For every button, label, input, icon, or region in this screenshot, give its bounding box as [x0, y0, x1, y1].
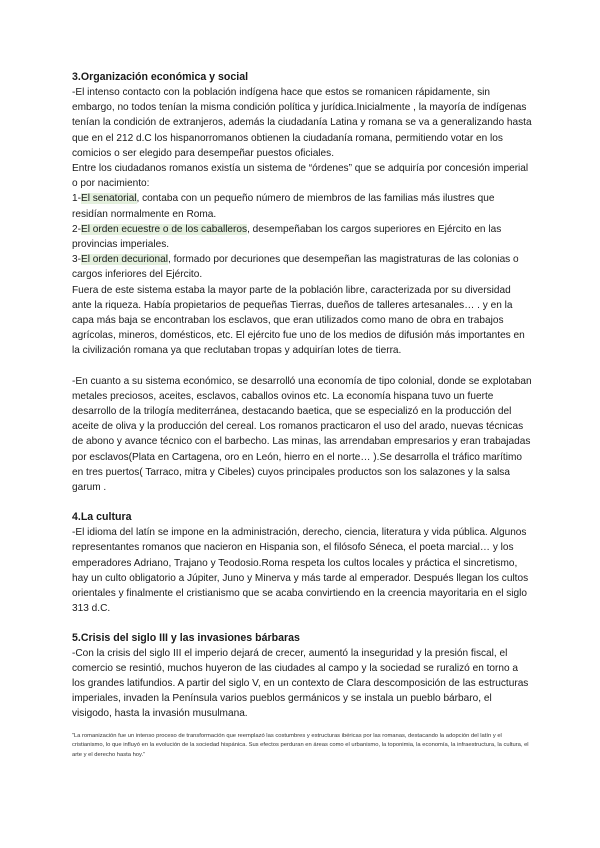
order-text: , formado por decuriones que desempeñan las magistraturas de las colonias o cargos inferiores del Ejército. [72, 254, 519, 281]
order-prefix: 1- [72, 193, 81, 205]
section-4-heading: 4.La cultura [72, 511, 132, 524]
section-3-paragraph-1: -El intenso contacto con la población indígena hace que estos se romanicen rápidamente, sin embargo, no todos tenían la misma condición política y jurídica.Inicialmente , la mayoría de indígenas tenían la condición de extranjeros, además la ciudadanía Latina y romana se va a generalizando hasta que en el 212 d.C los hispanorromanos obtienen la ciudadanía romana, permitiendo votar en los comicios o ser elegido para desempeñar puestos oficiales. [72, 87, 532, 159]
section-5-paragraph-1: -Con la crisis del siglo III el imperio dejará de crecer, aumentó la inseguridad y la presión fiscal, el comercio se resintió, muchos huyeron de las ciudades al campo y la sociedad se ruralizó en torno a los grandes latifundios. A partir del siglo V, en un contexto de Clara descomposición de las estructuras imperiales, invaden la Península varios pueblos germánicos y se instala un pueblo bárbaro, el visigodo, hasta la invasión musulmana. [72, 647, 529, 720]
section-3-paragraph-4: -En cuanto a su sistema económico, se desarrolló una economía de tipo colonial, donde se explotaban metales preciosos, aceites, esclavos, caballos ovinos etc. La economía hispana tuvo un fuerte desarrollo de la trilogía mediterránea, destacando baetica, que se especializó en la producción del aceite de oliva y la producción del cereal. Los romanos practicaron el uso del arado, nuevas técnicas de abono y avance técnico con el barbecho. Las minas, las arrendaban empresarios y eran trabajadas por esclavos(Plata en Cartagena, oro en León, hierro en el norte… ).Se desarrolla el tráfico marítimo en tres puertos( Tarraco, mitra y Cibeles) cuyos principales productos son los salazones y la salsa garum . [72, 375, 532, 494]
order-item-ecuestre [72, 222, 532, 252]
order-item-senatorial [72, 191, 532, 221]
section-5-heading: 5.Crisis del siglo III y las invasiones bárbaras [72, 631, 300, 644]
order-term-highlight: El orden ecuestre o de los caballeros [80, 223, 248, 235]
document-body [72, 70, 532, 760]
order-prefix: 2- [72, 223, 81, 235]
order-text: , contaba con un pequeño número de miembros de las familias más ilustres que residían normalmente en Roma. [72, 193, 495, 220]
order-text: , desempeñaban los cargos superiores en Ejército en las provincias imperiales. [72, 223, 502, 251]
paragraph-spacer [72, 359, 532, 374]
paragraph-spacer [72, 495, 532, 510]
section-4-paragraph-1: -El idioma del latín se impone en la administración, derecho, ciencia, literatura y vida pública. Algunos representantes romanos que nacieron en Hispania son, el filósofo Séneca, el poeta marcial… y los emperadores Adriano, Trajano y Teodosio.Roma respeta los cultos locales y práctica el sincretismo, hay un culto obligatorio a Júpiter, Juno y Minerva y más tarde al emperador. Después llegan los cultos orientales y finalmente el cristianismo que se acaba convirtiendo en la creencia mayoritaria en el siglo 313 d.C. [72, 527, 529, 615]
summary-note: “La romanización fue un intenso proceso de transformación que reemplazó las costumbres y estructuras ibéricas por las romanas, destacando la adopción del latín y el cristianismo, lo que influyó en la evolución de la sociedad hispánica. Sus efectos perduran en áreas como el urbanismo, la toponimia, la economía, la infraestructura, la cultura, el arte y el derecho hasta hoy.” [72, 732, 529, 758]
order-term-highlight: El orden decurional [80, 254, 168, 266]
paragraph-spacer [72, 722, 532, 732]
section-3-heading: 3.Organización económica y social [72, 71, 249, 83]
order-item-decurional [72, 252, 532, 282]
section-3-paragraph-3: Fuera de este sistema estaba la mayor parte de la población libre, caracterizada por su diversidad ante la riqueza. Había propietarios de pequeñas Tierras, dueños de talleres artesanales… . y en la capa más baja se encontraban los esclavos, que eran utilizados como mano de obra en trabajos agrícolas, mineros, domésticos, etc. El ejército fue uno de los medios de difusión más importantes en la civilización romana ya que reclutaban tropas y adquirían lotes de tierra. [72, 284, 525, 357]
section-3-paragraph-2: Entre los ciudadanos romanos existía un sistema de “órdenes” que se adquiría por concesión imperial o por nacimiento: [72, 163, 529, 190]
order-prefix: 3- [72, 254, 81, 266]
order-term-highlight: El senatorial [80, 193, 137, 205]
paragraph-spacer [72, 617, 532, 631]
